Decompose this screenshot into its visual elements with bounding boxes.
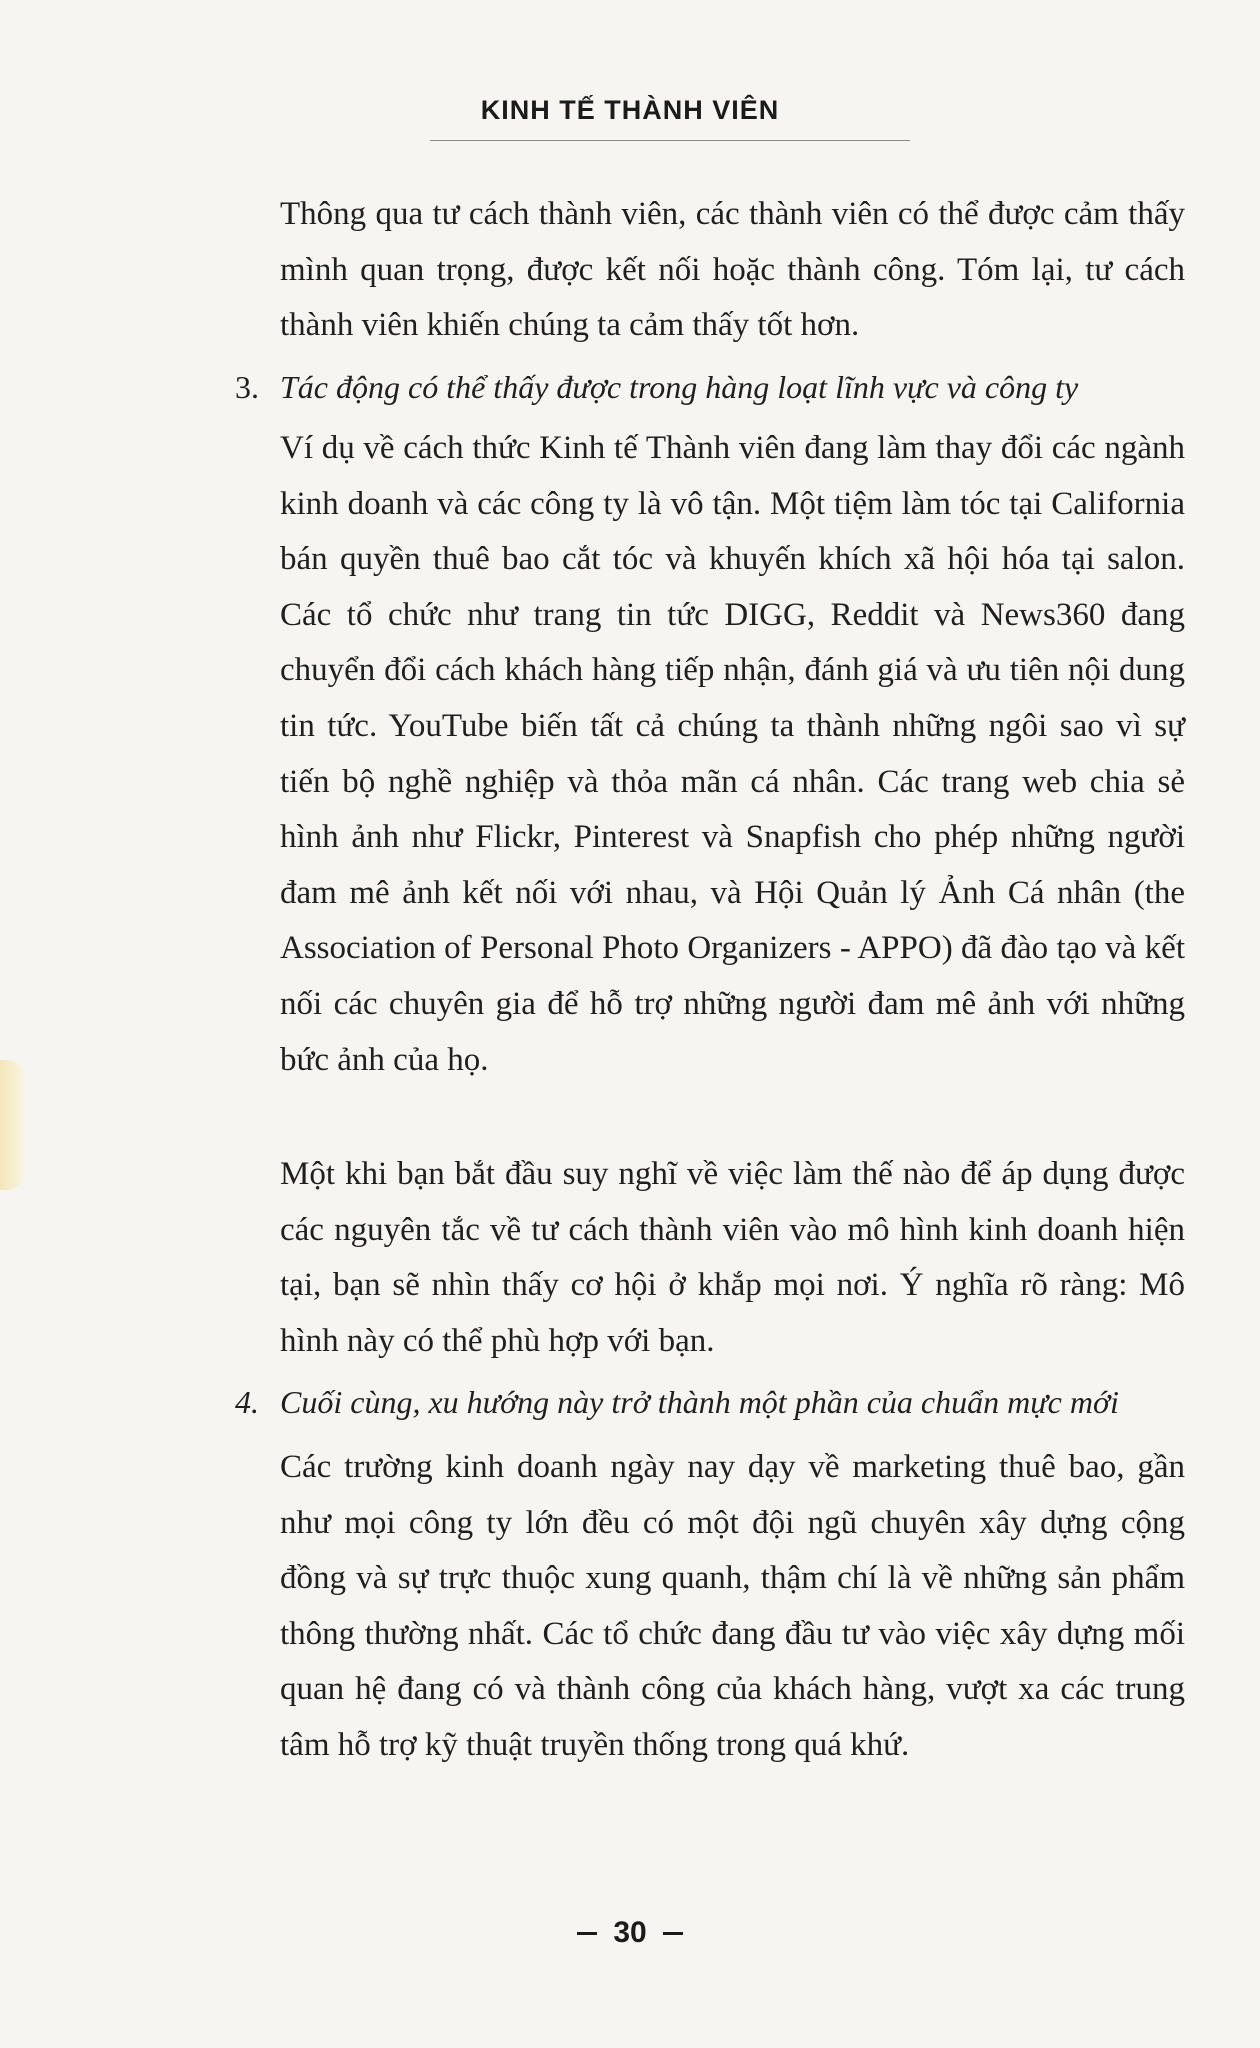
page-number-value: 30 [613, 1916, 647, 1950]
list-item-4-title: Cuối cùng, xu hướng này trở thành một phần của chuẩn mực mới [280, 1384, 1119, 1420]
item-4-paragraph-1: Các trường kinh doanh ngày nay dạy về marketing thuê bao, gần như mọi công ty lớn đều có một đội ngũ chuyên xây dựng cộng đồng và sự trực thuộc xung quanh, thậm chí là về những sản phẩm thông thường nhất. Các tổ chức đang đầu tư vào việc xây dựng mối quan hệ đang có và thành công của khách hàng, vượt xa các trung tâm hỗ trợ kỹ thuật truyền thống trong quá khứ. [280, 1449, 1185, 1763]
page-number-dash-right [663, 1932, 683, 1935]
list-item-4-heading [235, 1375, 1195, 1431]
list-item-3-heading [235, 360, 1195, 416]
item-3-paragraph-1: Ví dụ về cách thức Kinh tế Thành viên đang làm thay đổi các ngành kinh doanh và các công ty là vô tận. Một tiệm làm tóc tại California bán quyền thuê bao cắt tóc và khuyến khích xã hội hóa tại salon. Các tổ chức như trang tin tức DIGG, Reddit và News360 đang chuyển đổi cách khách hàng tiếp nhận, đánh giá và ưu tiên nội dung tin tức. YouTube biến tất cả chúng ta thành những ngôi sao vì sự tiến bộ nghề nghiệp và thỏa mãn cá nhân. Các trang web chia sẻ hình ảnh như Flickr, Pinterest và Snapfish cho phép những người đam mê ảnh kết nối với nhau, và Hội Quản lý Ảnh Cá nhân (the Association of Personal Photo Organizers - APPO) đã đào tạo và kết nối các chuyên gia để hỗ trợ những người đam mê ảnh với những bức ảnh của họ. [280, 430, 1185, 1078]
page-edge-sticky-note [0, 1060, 26, 1190]
item-3-paragraph-2: Một khi bạn bắt đầu suy nghĩ về việc làm thế nào để áp dụng được các nguyên tắc về tư cách thành viên vào mô hình kinh doanh hiện tại, bạn sẽ nhìn thấy cơ hội ở khắp mọi nơi. Ý nghĩa rõ ràng: Mô hình này có thể phù hợp với bạn. [280, 1156, 1185, 1359]
page-number-dash-left [577, 1932, 597, 1935]
header-divider [430, 140, 910, 141]
list-item-3-number: 3. [235, 369, 259, 405]
page-number [0, 1915, 1260, 1950]
list-item-4-number: 4. [235, 1384, 259, 1420]
intro-paragraph: Thông qua tư cách thành viên, các thành viên có thể được cảm thấy mình quan trọng, được kết nối hoặc thành công. Tóm lại, tư cách thành viên khiến chúng ta cảm thấy tốt hơn. [280, 196, 1185, 344]
running-header: KINH TẾ THÀNH VIÊN [480, 95, 780, 125]
list-item-3-title: Tác động có thể thấy được trong hàng loạt lĩnh vực và công ty [280, 369, 1079, 405]
